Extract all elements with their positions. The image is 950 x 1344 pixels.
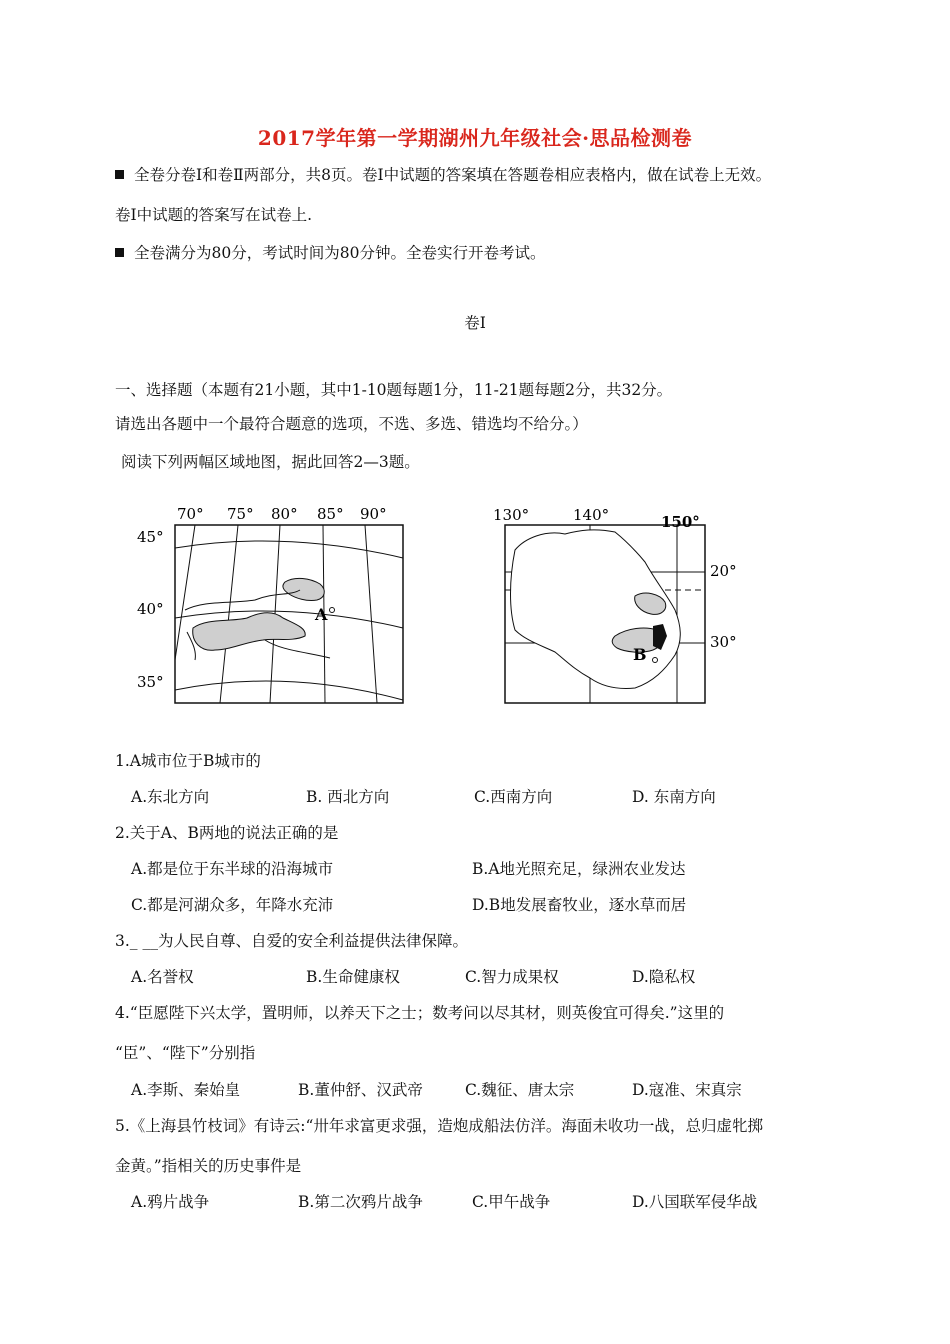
q2-option-a[interactable]: A.都是位于东半球的沿海城市 [131, 860, 334, 878]
q3-option-d[interactable]: D.隐私权 [632, 968, 696, 986]
map-a-lon-label: 70° [177, 505, 204, 523]
map-a [135, 500, 415, 710]
map-a-lon-label: 80° [271, 505, 298, 523]
note-3: 全卷满分为80分，考试时间为80分钟。全卷实行开卷考试。 [115, 241, 545, 263]
q5-option-d[interactable]: D.八国联军侵华战 [632, 1193, 758, 1211]
map-a-lat-label: 45° [137, 528, 164, 546]
map-b-lat-label: 30° [710, 633, 737, 651]
note-1: 全卷分卷Ⅰ和卷Ⅱ两部分，共8页。卷Ⅰ中试题的答案填在答题卷相应表格内，做在试卷上无效。 [115, 163, 771, 185]
part1-instruction: 请选出各题中一个最符合题意的选项，不选、多选、错选均不给分。） [115, 415, 588, 433]
q5-option-a[interactable]: A.鸦片战争 [131, 1193, 210, 1211]
q1-option-b[interactable]: B. 西北方向 [306, 788, 390, 806]
map-a-lat-label: 40° [137, 600, 164, 618]
map-intro: 阅读下列两幅区域地图，据此回答2—3题。 [121, 453, 420, 471]
map-b-lat-label: 20° [710, 562, 737, 580]
q4-option-d[interactable]: D.寇准、宋真宗 [632, 1081, 742, 1099]
note-2: 卷Ⅰ中试题的答案写在试卷上. [115, 206, 313, 224]
q3-option-a[interactable]: A.名誉权 [131, 968, 194, 986]
question-4-stem-cont: “臣”、“陛下”分别指 [115, 1044, 256, 1062]
map-a-lat-label: 35° [137, 673, 164, 691]
page-title: 2017学年第一学期湖州九年级社会·思品检测卷 [257, 126, 693, 150]
question-4-stem: 4.“臣愿陛下兴太学，置明师，以养天下之士；数考问以尽其材，则英俊宜可得矣.”这里的 [115, 1004, 725, 1022]
map-a-city-label: A [315, 605, 328, 624]
map-b-lon-label: 130° [493, 506, 530, 524]
map-b-city-label: B [633, 645, 647, 664]
q2-option-c[interactable]: C.都是河湖众多，年降水充沛 [131, 896, 334, 914]
question-2-stem: 2.关于A、B两地的说法正确的是 [115, 824, 339, 842]
q5-option-b[interactable]: B.第二次鸦片战争 [298, 1193, 423, 1211]
map-a-lon-label: 85° [317, 505, 344, 523]
question-1-stem: 1.A城市位于B城市的 [115, 752, 261, 770]
part1-heading: 一、选择题（本题有21小题，其中1-10题每题1分，11-21题每题2分，共32分。 [115, 381, 673, 399]
question-5-stem-cont: 金黄。”指相关的历史事件是 [115, 1157, 302, 1175]
q4-option-c[interactable]: C.魏征、唐太宗 [465, 1081, 575, 1099]
question-3-stem: 3._ __为人民自尊、自爱的安全利益提供法律保障。 [115, 932, 468, 950]
bullet-square-icon [115, 170, 124, 179]
q2-option-b[interactable]: B.A地光照充足，绿洲农业发达 [472, 860, 686, 878]
q4-option-a[interactable]: A.李斯、秦始皇 [131, 1081, 241, 1099]
q2-option-d[interactable]: D.B地发展畜牧业，逐水草而居 [472, 896, 687, 914]
map-a-lon-label: 75° [227, 505, 254, 523]
q4-option-b[interactable]: B.董仲舒、汉武帝 [298, 1081, 423, 1099]
q1-option-d[interactable]: D. 东南方向 [632, 788, 716, 806]
map-a-lon-label: 90° [360, 505, 387, 523]
map-b-lon-label: 150° [661, 513, 700, 531]
q3-option-c[interactable]: C.智力成果权 [465, 968, 559, 986]
q1-option-a[interactable]: A.东北方向 [131, 788, 210, 806]
bullet-square-icon [115, 248, 124, 257]
section-title: 卷Ⅰ [464, 314, 486, 332]
map-b [485, 500, 765, 710]
q1-option-c[interactable]: C.西南方向 [474, 788, 553, 806]
map-b-lon-label: 140° [573, 506, 610, 524]
question-5-stem: 5.《上海县竹枝词》有诗云:“卅年求富更求强，造炮成船法仿洋。海面未收功一战，总归虚牝掷 [115, 1117, 763, 1135]
q5-option-c[interactable]: C.甲午战争 [472, 1193, 551, 1211]
q3-option-b[interactable]: B.生命健康权 [306, 968, 400, 986]
